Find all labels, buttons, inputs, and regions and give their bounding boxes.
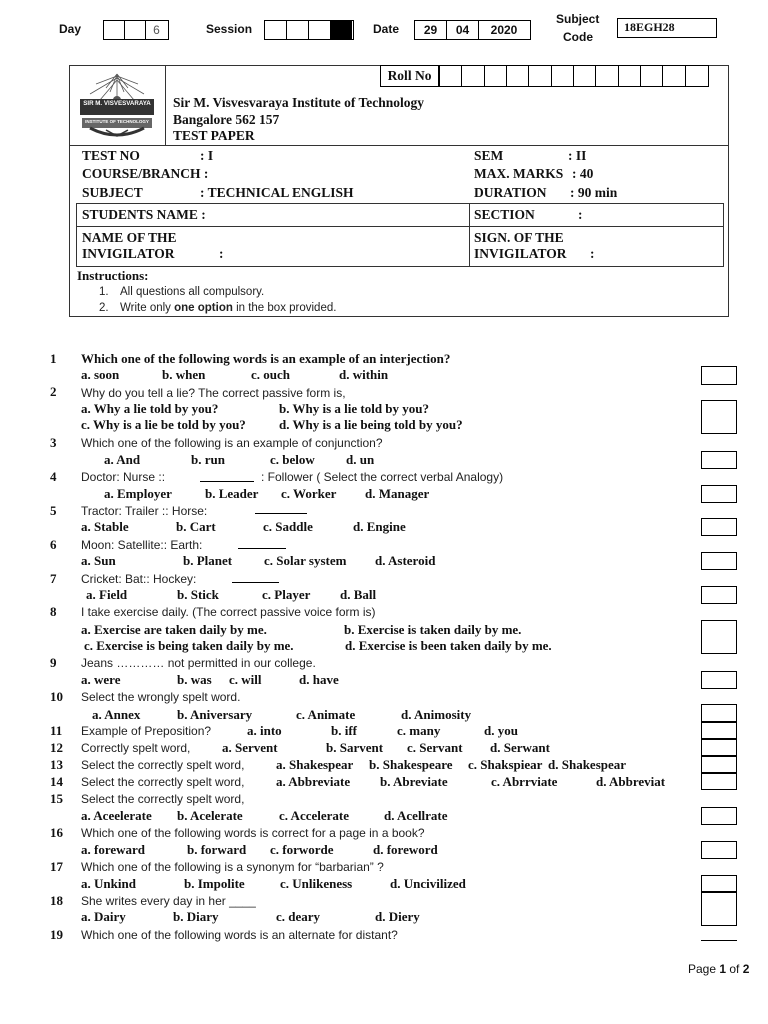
test-no-label: TEST NO	[82, 148, 140, 163]
subject-code-field[interactable]: 18EGH28	[617, 18, 717, 38]
question-6-option-d: d. Asteroid	[375, 553, 436, 568]
question-16-option-c: c. forworde	[270, 842, 334, 857]
question-6-option-a: a. Sun	[81, 553, 116, 568]
subject-value: : TECHNICAL ENGLISH	[200, 185, 354, 200]
answer-box-1[interactable]	[701, 366, 737, 385]
question-14-text: Select the correctly spelt word,	[81, 775, 245, 789]
logo-text-top: SIR M. VISVESVARAYA	[83, 100, 151, 107]
answer-box-16[interactable]	[701, 841, 737, 859]
question-15-option-b: b. Acelerate	[177, 808, 243, 823]
answer-box-12[interactable]	[701, 739, 737, 756]
question-4-option-d: d. Manager	[365, 486, 430, 501]
answer-box-4[interactable]	[701, 485, 737, 503]
max-marks-value: : 40	[572, 166, 594, 181]
question-3-option-a: a. And	[104, 452, 141, 467]
question-4-option-b: b. Leader	[205, 486, 259, 501]
invigilator-name-label: NAME OF THE	[82, 230, 177, 245]
question-12-option-d: d. Serwant	[490, 740, 550, 755]
answer-box-2[interactable]	[701, 400, 737, 434]
question-16-text: Which one of the following words is correct for a page in a book?	[81, 826, 425, 840]
question-17-option-c: c. Unlikeness	[280, 876, 353, 891]
section-label[interactable]: SECTION	[474, 207, 535, 222]
question-11-option-a: a. into	[247, 723, 282, 738]
question-6-text: Moon: Satellite:: Earth:	[81, 538, 203, 552]
question-6-option-c: c. Solar system	[264, 553, 347, 568]
question-9-text: Jeans ………… not permitted in our college.	[81, 656, 316, 670]
duration-label: DURATION	[474, 185, 547, 200]
question-12-option-c: c. Servant	[407, 740, 463, 755]
question-18-text: She writes every day in her ____	[81, 894, 256, 908]
session-boxes[interactable]	[264, 20, 354, 40]
roll-no-cell[interactable]	[596, 66, 618, 86]
question-1-option-b: b. when	[162, 367, 206, 382]
question-3-text: Which one of the following is an example of conjunction?	[81, 436, 383, 450]
question-13-option-d: d. Shakespear	[548, 757, 627, 772]
question-10-text: Select the wrongly spelt word.	[81, 690, 241, 704]
paper-type: TEST PAPER	[173, 128, 255, 143]
question-13-option-c: c. Shakspiear	[468, 757, 543, 772]
invigilator-sign-label: SIGN. OF THE	[474, 230, 564, 245]
roll-no-cell[interactable]	[686, 66, 708, 86]
question-7-blank	[232, 582, 279, 583]
roll-no-cell[interactable]	[619, 66, 641, 86]
day-value[interactable]: 6	[153, 23, 160, 37]
student-name-label[interactable]: STUDENTS NAME :	[82, 207, 206, 222]
question-16-option-d: d. foreword	[373, 842, 438, 857]
question-2-option-a: a. Why a lie told by you?	[81, 401, 219, 416]
question-7-number: 7	[50, 571, 57, 586]
question-4-blank	[200, 481, 254, 482]
answer-box-11[interactable]	[701, 722, 737, 739]
question-16-option-b: b. forward	[187, 842, 247, 857]
roll-no-cell[interactable]	[440, 66, 462, 86]
question-13-text: Select the correctly spelt word,	[81, 758, 245, 772]
question-15-number: 15	[50, 791, 63, 806]
question-8-option-a: a. Exercise are taken daily by me.	[81, 622, 267, 637]
question-12-text: Correctly spelt word,	[81, 741, 191, 755]
answer-box-15[interactable]	[701, 807, 737, 825]
page-number: Page 1 of 2	[688, 962, 750, 976]
question-19-text: Which one of the following words is an alternate for distant?	[81, 928, 398, 942]
question-8-number: 8	[50, 604, 57, 619]
question-10-number: 10	[50, 689, 63, 704]
question-13-option-b: b. Shakespeare	[369, 757, 453, 772]
session-cell[interactable]	[265, 21, 287, 39]
question-11-option-c: c. many	[397, 723, 441, 738]
session-cell[interactable]	[309, 21, 331, 39]
question-5-option-a: a. Stable	[81, 519, 129, 534]
question-12-number: 12	[50, 740, 63, 755]
roll-no-cell[interactable]	[529, 66, 551, 86]
question-15-option-a: a. Aceelerate	[81, 808, 152, 823]
question-16-option-a: a. foreward	[81, 842, 146, 857]
duration-value: : 90 min	[570, 185, 618, 200]
roll-no-cell[interactable]	[462, 66, 484, 86]
instruction-1-num: 1.	[99, 286, 109, 298]
question-9-number: 9	[50, 655, 57, 670]
day-boxes[interactable]	[103, 20, 169, 40]
question-17-number: 17	[50, 859, 63, 874]
answer-box-6[interactable]	[701, 552, 737, 570]
answer-box-18[interactable]	[701, 892, 737, 926]
roll-no-boxes[interactable]	[439, 65, 709, 87]
question-9-option-a: a. were	[81, 672, 121, 687]
question-4-number: 4	[50, 469, 57, 484]
date-label: Date	[373, 22, 400, 36]
question-3-option-d: d. un	[346, 452, 375, 467]
question-18-option-c: c. deary	[276, 909, 321, 924]
question-7-option-b: b. Stick	[177, 587, 219, 602]
question-11-text: Example of Preposition?	[81, 724, 212, 738]
question-5-option-c: c. Saddle	[263, 519, 313, 534]
subject-label: SUBJECT	[82, 185, 143, 200]
question-3-option-c: c. below	[270, 452, 315, 467]
question-5-blank	[255, 513, 307, 514]
question-2-number: 2	[50, 384, 57, 399]
question-14-number: 14	[50, 774, 63, 789]
question-1-option-c: c. ouch	[251, 367, 290, 382]
question-14-option-a: a. Abbreviate	[276, 774, 351, 789]
answer-box-14[interactable]	[701, 773, 737, 790]
question-8-option-c: c. Exercise is being taken daily by me.	[84, 638, 294, 653]
question-1-option-a: a. soon	[81, 367, 120, 382]
question-15-option-d: d. Acellrate	[384, 808, 448, 823]
question-17-option-a: a. Unkind	[81, 876, 136, 891]
session-cell[interactable]	[287, 21, 309, 39]
instructions-title: Instructions:	[77, 268, 149, 283]
question-1-text: Which one of the following words is an example of an interjection?	[81, 351, 451, 366]
question-14-option-d: d. Abbreviat	[596, 774, 666, 789]
question-1-number: 1	[50, 351, 57, 366]
question-10-option-b: b. Aniversary	[177, 707, 253, 722]
answer-box-17[interactable]	[701, 875, 737, 892]
logo-text-bottom: INSTITUTE OF TECHNOLOGY	[85, 119, 149, 124]
session-label: Session	[206, 22, 253, 36]
instruction-2-num: 2.	[99, 302, 109, 314]
date-year[interactable]: 2020	[490, 23, 518, 37]
institute-address: Bangalore 562 157	[173, 112, 280, 127]
question-2-option-b: b. Why is a lie told by you?	[279, 401, 430, 416]
roll-no-cell[interactable]	[574, 66, 596, 86]
question-11-number: 11	[50, 723, 63, 738]
question-6-blank	[238, 548, 286, 549]
roll-no-cell[interactable]	[485, 66, 507, 86]
question-8-option-d: d. Exercise is been taken daily by me.	[345, 638, 552, 653]
question-15-text: Select the correctly spelt word,	[81, 792, 245, 806]
question-9-option-d: d. have	[299, 672, 339, 687]
question-10-option-c: c. Animate	[296, 707, 356, 722]
question-18-option-b: b. Diary	[173, 909, 219, 924]
day-cell[interactable]	[125, 21, 146, 39]
answer-box-3[interactable]	[701, 451, 737, 469]
question-14-option-c: c. Abrrviate	[491, 774, 558, 789]
instruction-1: All questions all compulsory.	[120, 286, 265, 298]
session-cell-filled[interactable]	[331, 21, 352, 39]
question-16-number: 16	[50, 825, 63, 840]
answer-box-8[interactable]	[701, 620, 737, 654]
question-6-number: 6	[50, 537, 57, 552]
question-11-option-b: b. iff	[331, 723, 357, 738]
question-17-option-b: b. Impolite	[184, 876, 245, 891]
answer-box-9[interactable]	[701, 671, 737, 689]
question-4-text-post: : Follower ( Select the correct verbal Analogy)	[261, 470, 504, 484]
question-18-number: 18	[50, 893, 63, 908]
question-18-option-a: a. Dairy	[81, 909, 126, 924]
date-month[interactable]: 04	[447, 21, 479, 39]
roll-no-cell[interactable]	[507, 66, 529, 86]
question-5-number: 5	[50, 503, 57, 518]
instruction-2: Write only one option in the box provided.	[120, 302, 337, 314]
question-2-text: Why do you tell a lie? The correct passive form is,	[81, 386, 346, 400]
institute-name: Sir M. Visvesvaraya Institute of Technology	[173, 95, 425, 110]
answer-line-19[interactable]	[701, 940, 737, 941]
answer-box-7[interactable]	[701, 586, 737, 604]
question-12-option-b: b. Sarvent	[326, 740, 384, 755]
roll-no-cell[interactable]	[663, 66, 685, 86]
question-4-option-c: c. Worker	[281, 486, 337, 501]
question-10-option-d: d. Animosity	[401, 707, 472, 722]
answer-box-5[interactable]	[701, 518, 737, 536]
roll-no-label: Roll No	[380, 65, 439, 87]
sem-label: SEM	[474, 148, 504, 163]
roll-no-cell[interactable]	[641, 66, 663, 86]
answer-box-13[interactable]	[701, 756, 737, 773]
question-7-text: Cricket: Bat:: Hockey:	[81, 572, 197, 586]
question-7-option-a: a. Field	[86, 587, 128, 602]
invigilator-name-label-2[interactable]: INVIGILATOR	[82, 246, 175, 261]
question-4-option-a: a. Employer	[104, 486, 172, 501]
max-marks-label: MAX. MARKS	[474, 166, 564, 181]
date-boxes[interactable]	[414, 20, 531, 40]
question-1-option-d: d. within	[339, 367, 389, 382]
question-6-option-b: b. Planet	[183, 553, 233, 568]
invigilator-sign-label-2[interactable]: INVIGILATOR	[474, 246, 567, 261]
question-15-option-c: c. Accelerate	[279, 808, 350, 823]
invigilator-sign-colon: :	[590, 246, 595, 261]
question-10-option-a: a. Annex	[92, 707, 141, 722]
answer-box-10[interactable]	[701, 704, 737, 722]
question-19-number: 19	[50, 927, 63, 942]
test-no-value: : I	[200, 148, 214, 163]
roll-no-cell[interactable]	[552, 66, 574, 86]
subject-code-label-2: Code	[563, 30, 593, 44]
question-18-option-d: d. Diery	[375, 909, 420, 924]
course-label: COURSE/BRANCH :	[82, 166, 209, 181]
question-7-option-d: d. Ball	[340, 587, 377, 602]
section-colon: :	[578, 207, 583, 222]
question-12-option-a: a. Servent	[222, 740, 278, 755]
question-2-option-d: d. Why is a lie being told by you?	[279, 417, 463, 432]
question-9-option-b: b. was	[177, 672, 212, 687]
day-cell[interactable]	[104, 21, 125, 39]
question-14-option-b: b. Abreviate	[380, 774, 448, 789]
question-9-option-c: c. will	[229, 672, 262, 687]
question-17-text: Which one of the following is a synonym for “barbarian” ?	[81, 860, 384, 874]
question-11-option-d: d. you	[484, 723, 518, 738]
question-5-option-d: d. Engine	[353, 519, 406, 534]
question-17-option-d: d. Uncivilized	[390, 876, 466, 891]
sem-value: : II	[568, 148, 587, 163]
question-8-option-b: b. Exercise is taken daily by me.	[344, 622, 522, 637]
question-3-option-b: b. run	[191, 452, 225, 467]
question-3-number: 3	[50, 435, 57, 450]
question-13-option-a: a. Shakespear	[276, 757, 354, 772]
question-2-option-c: c. Why is a lie be told by you?	[81, 417, 246, 432]
question-13-number: 13	[50, 757, 63, 772]
subject-code-label: Subject	[556, 12, 600, 26]
question-5-text: Tractor: Trailer :: Horse:	[81, 504, 208, 518]
question-8-text: I take exercise daily. (The correct passive voice form is)	[81, 605, 376, 619]
date-day[interactable]: 29	[415, 21, 447, 39]
invigilator-name-colon: :	[219, 246, 224, 261]
question-4-text-pre: Doctor: Nurse ::	[81, 470, 166, 484]
day-label: Day	[59, 22, 82, 36]
question-5-option-b: b. Cart	[176, 519, 216, 534]
question-7-option-c: c. Player	[262, 587, 311, 602]
